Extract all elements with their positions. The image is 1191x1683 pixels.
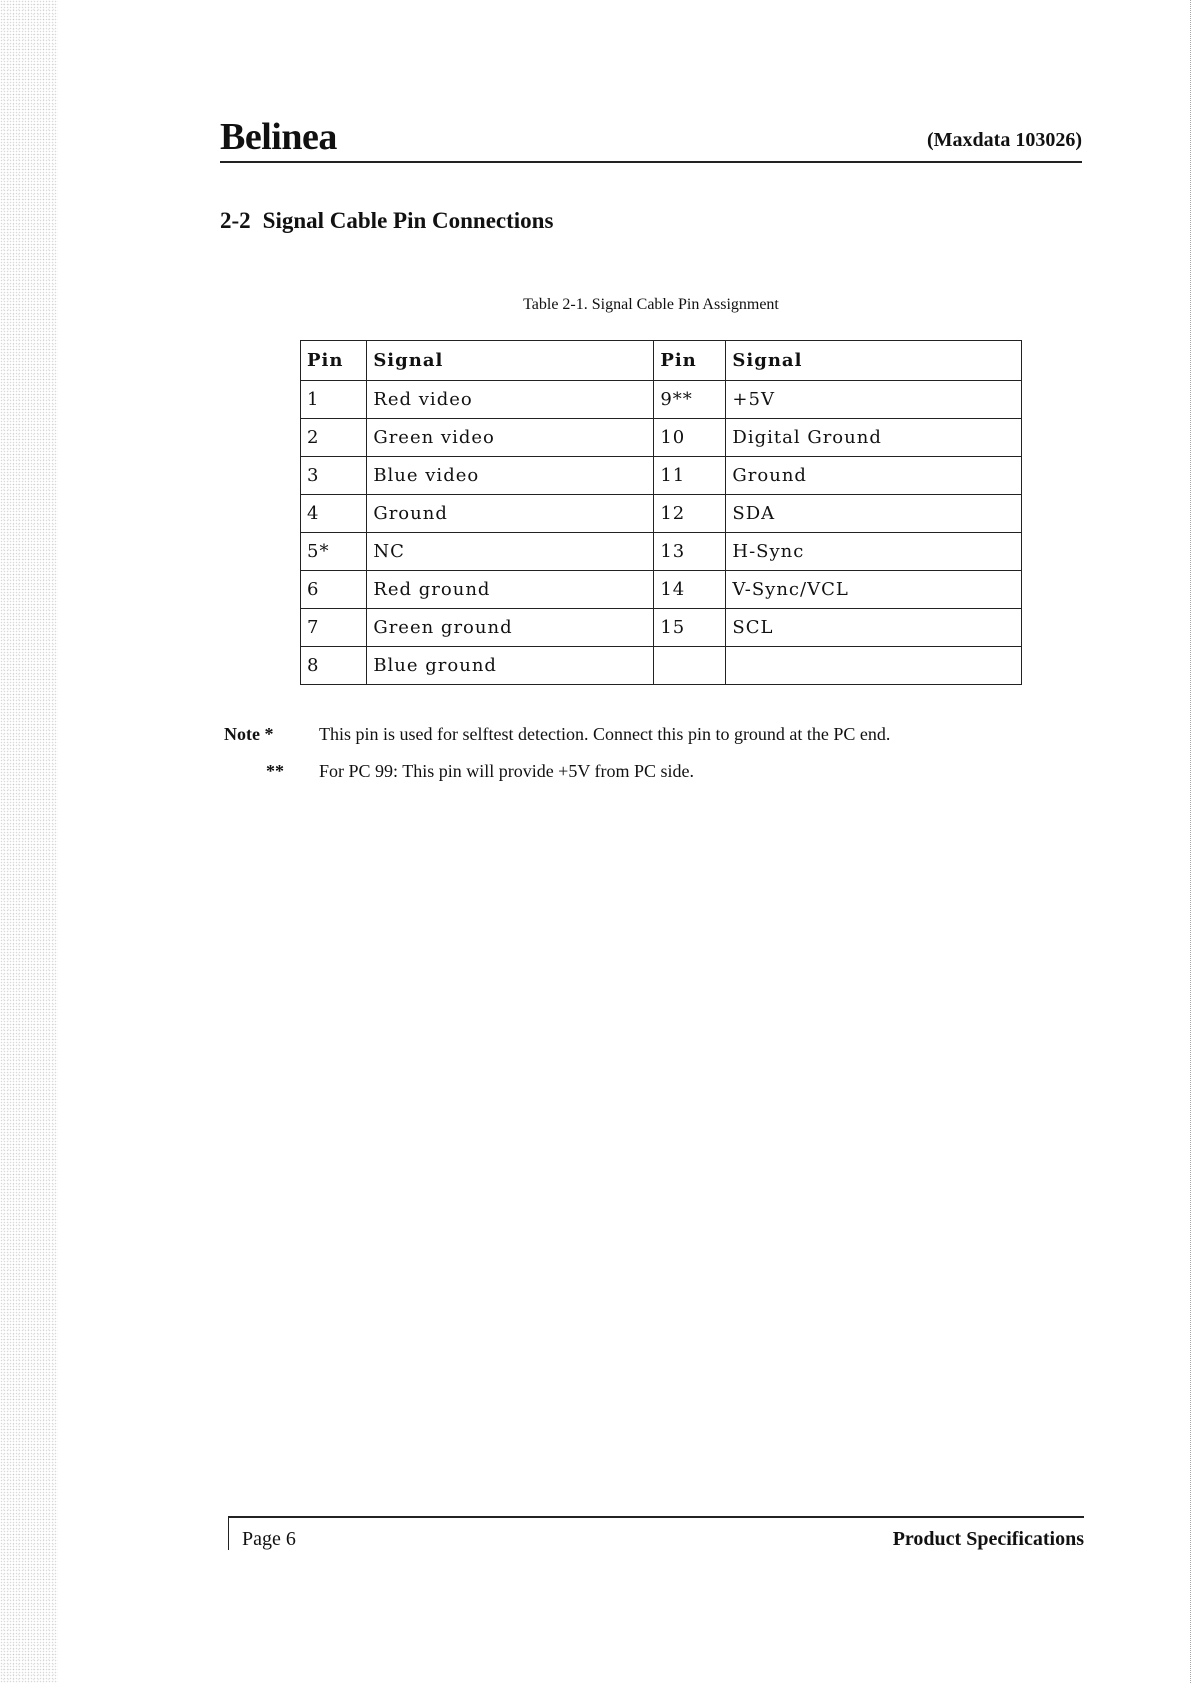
page-footer xyxy=(228,1516,1084,1558)
note-text: For PC 99: This pin will provide +5V from PC side. xyxy=(319,761,695,781)
signal-cell xyxy=(726,647,1022,685)
model-number: (Maxdata 103026) xyxy=(927,129,1082,151)
pin-assignment-table xyxy=(300,340,1022,685)
pin-cell: 5* xyxy=(301,533,367,571)
table-row xyxy=(301,571,1022,609)
section-number: 2-2 xyxy=(220,208,251,233)
pin-cell: 7 xyxy=(301,609,367,647)
pin-cell: 12 xyxy=(654,495,726,533)
header-signal-left: Signal xyxy=(367,341,654,381)
scan-edge-right xyxy=(1187,0,1191,1683)
pin-cell: 4 xyxy=(301,495,367,533)
pin-cell: 10 xyxy=(654,419,726,457)
signal-cell: SDA xyxy=(726,495,1022,533)
table-row xyxy=(301,647,1022,685)
signal-cell: Digital Ground xyxy=(726,419,1022,457)
section-title-text: Signal Cable Pin Connections xyxy=(262,208,554,233)
pin-cell: 8 xyxy=(301,647,367,685)
header-signal-right: Signal xyxy=(726,341,1022,381)
table-row xyxy=(301,457,1022,495)
signal-cell: Ground xyxy=(726,457,1022,495)
pin-cell: 9** xyxy=(654,381,726,419)
signal-cell: Blue video xyxy=(367,457,654,495)
note-mark: Note * xyxy=(224,724,274,744)
header-pin-left: Pin xyxy=(301,341,367,381)
pin-cell: 11 xyxy=(654,457,726,495)
signal-cell: Red ground xyxy=(367,571,654,609)
table-header-row xyxy=(301,341,1022,381)
signal-cell: H-Sync xyxy=(726,533,1022,571)
brand-logo-text: Belinea xyxy=(220,116,337,158)
header-pin-right: Pin xyxy=(654,341,726,381)
table-row xyxy=(301,533,1022,571)
signal-cell: Red video xyxy=(367,381,654,419)
pin-cell: 14 xyxy=(654,571,726,609)
pin-cell: 6 xyxy=(301,571,367,609)
signal-cell: +5V xyxy=(726,381,1022,419)
signal-cell: Ground xyxy=(367,495,654,533)
pin-cell: 13 xyxy=(654,533,726,571)
pin-cell: 2 xyxy=(301,419,367,457)
signal-cell: V-Sync/VCL xyxy=(726,571,1022,609)
section-title xyxy=(220,208,553,234)
table-row xyxy=(301,381,1022,419)
page-header xyxy=(220,115,1082,163)
note-text: This pin is used for selftest detection. Connect this pin to ground at the PC end. xyxy=(319,724,891,744)
scan-edge-left xyxy=(0,0,58,1683)
signal-cell: NC xyxy=(367,533,654,571)
note-mark: ** xyxy=(266,761,284,781)
table-caption: Table 2-1. Signal Cable Pin Assignment xyxy=(523,296,779,313)
table-row xyxy=(301,495,1022,533)
page-number: Page 6 xyxy=(242,1528,296,1550)
table-row xyxy=(301,609,1022,647)
signal-cell: Green video xyxy=(367,419,654,457)
table-row xyxy=(301,419,1022,457)
signal-cell: Blue ground xyxy=(367,647,654,685)
signal-cell: SCL xyxy=(726,609,1022,647)
pin-cell: 1 xyxy=(301,381,367,419)
signal-cell: Green ground xyxy=(367,609,654,647)
pin-cell xyxy=(654,647,726,685)
footer-divider-tick xyxy=(228,1518,229,1550)
pin-cell: 3 xyxy=(301,457,367,495)
document-title: Product Specifications xyxy=(892,1528,1084,1550)
pin-cell: 15 xyxy=(654,609,726,647)
